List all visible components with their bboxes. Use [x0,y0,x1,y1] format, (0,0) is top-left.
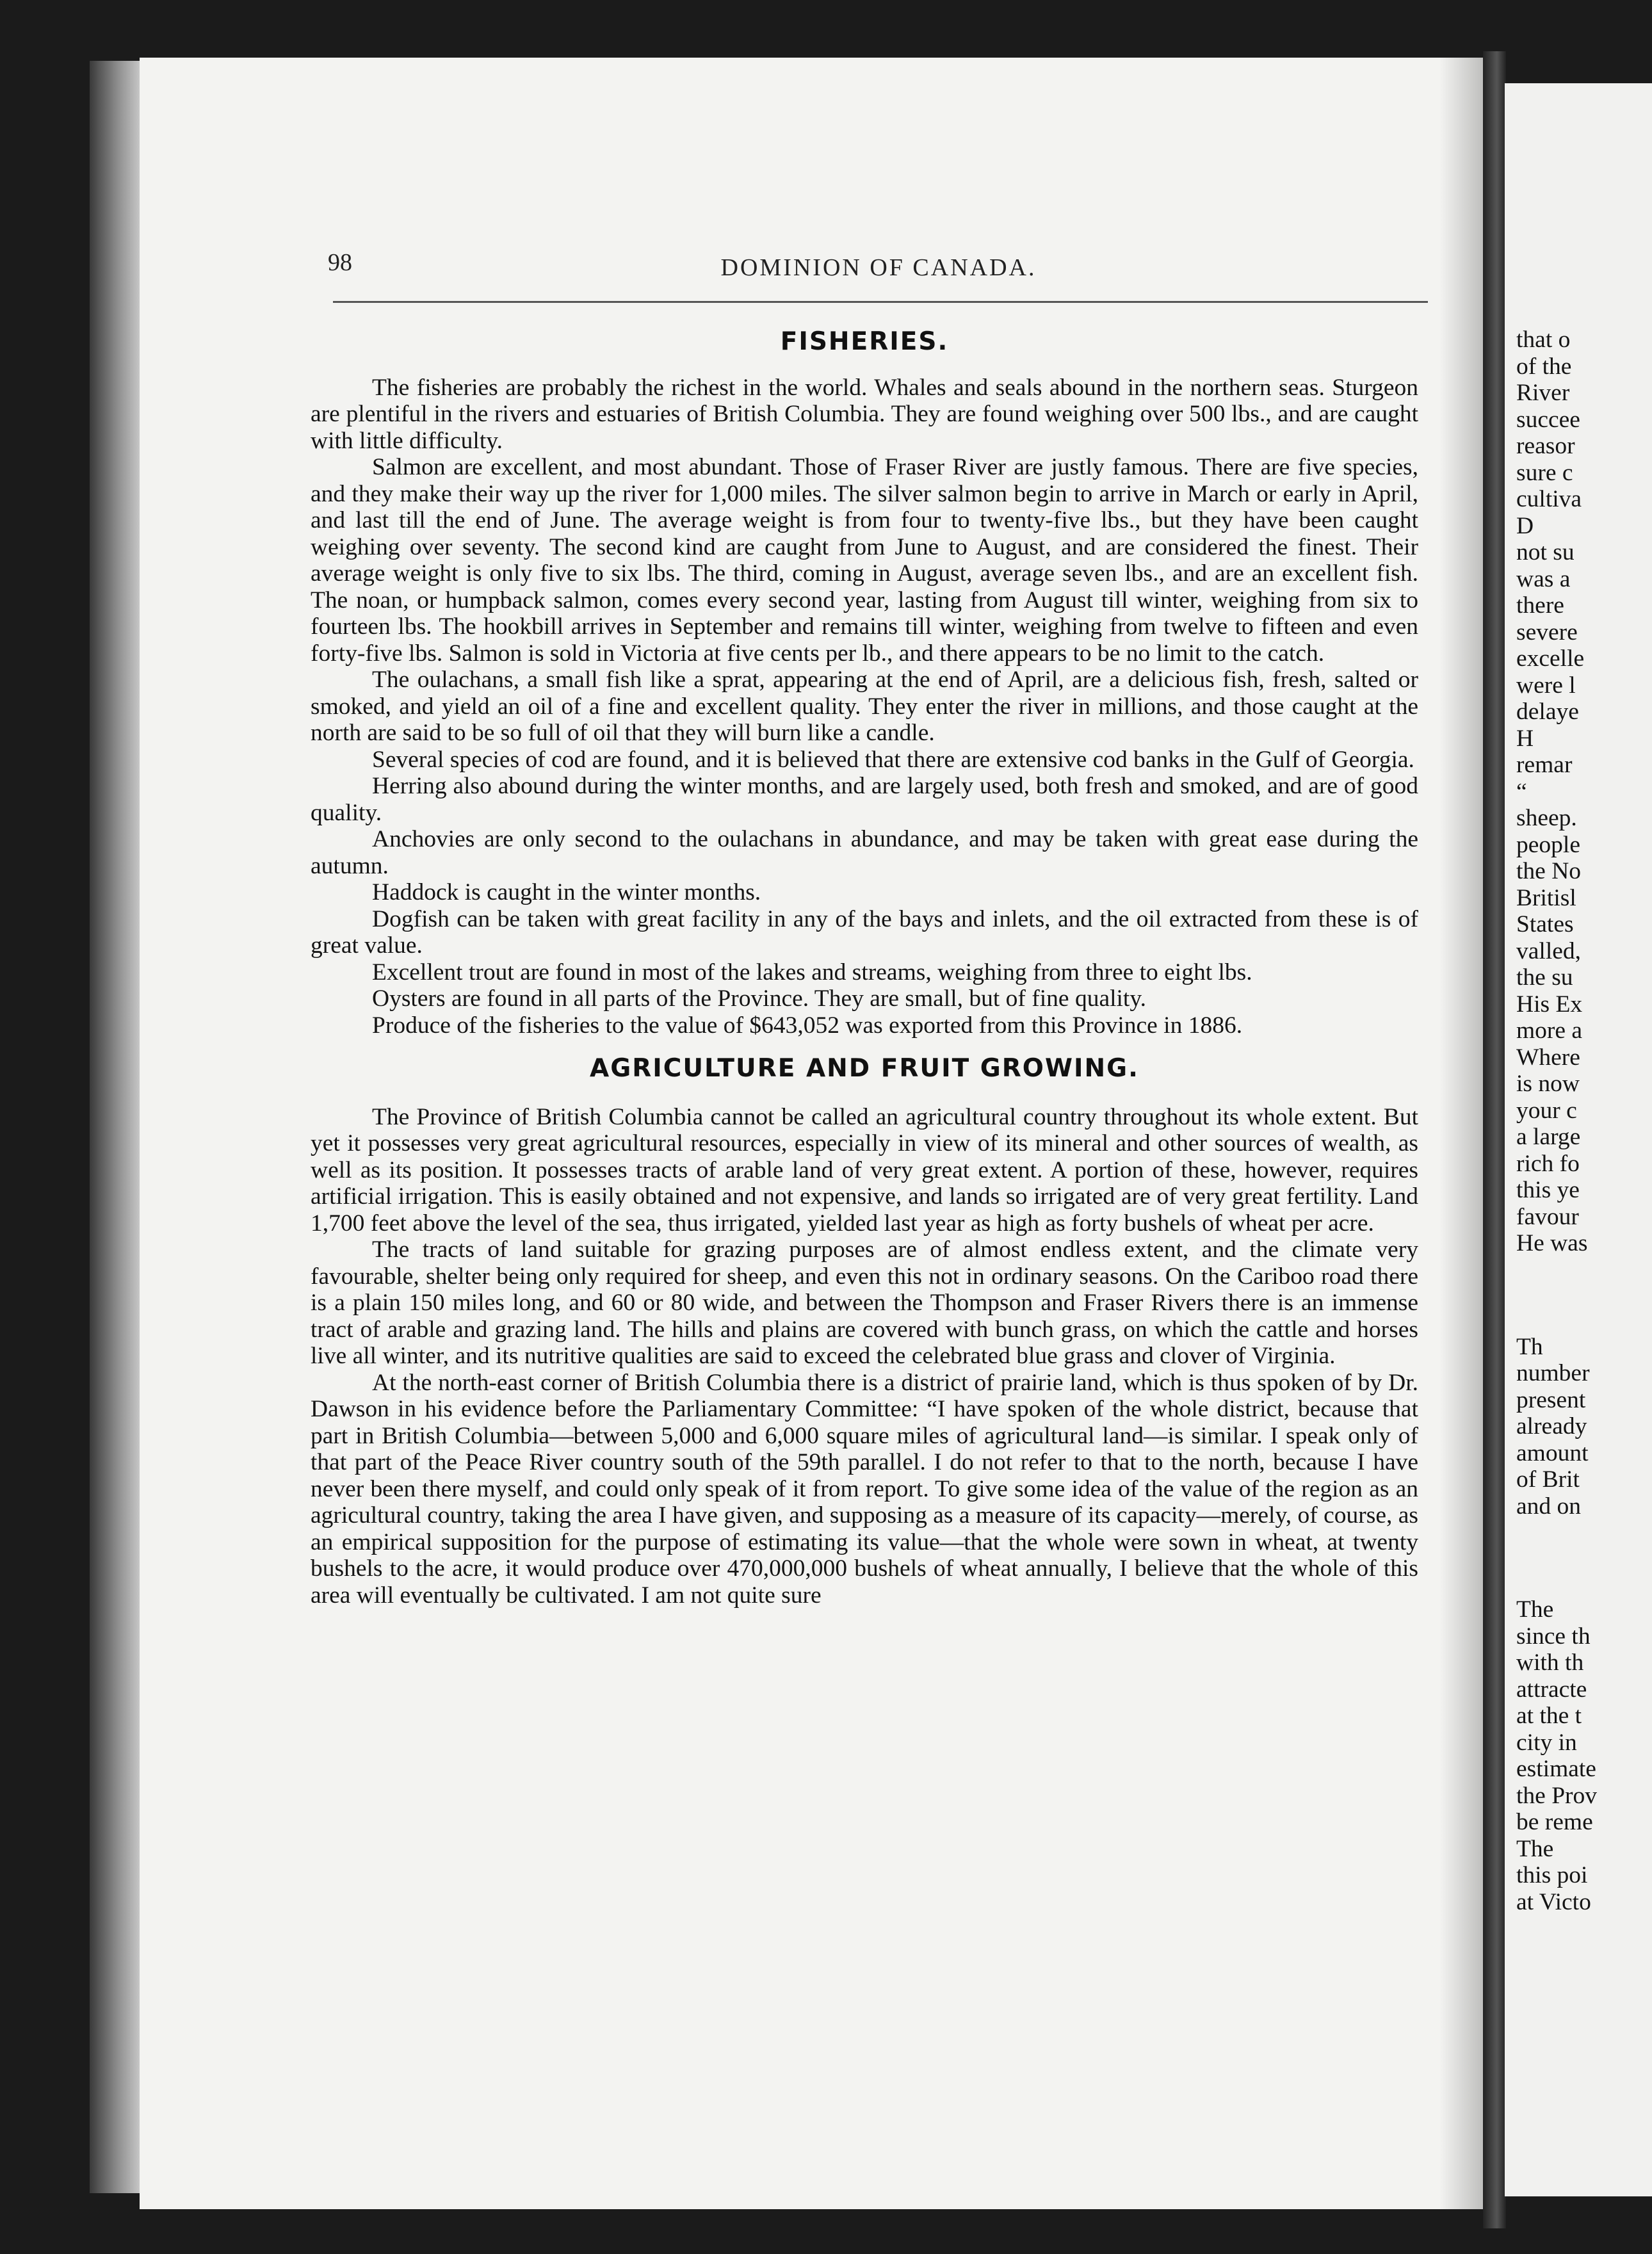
facing-page-line: succee [1516,406,1580,433]
facing-page-line: since th [1516,1623,1591,1650]
facing-page-line: the Prov [1516,1782,1598,1809]
facing-page-line: this poi [1516,1862,1588,1888]
facing-page-line: was a [1516,565,1571,592]
facing-page-line: H [1516,725,1534,752]
facing-page-line: cultiva [1516,486,1582,512]
facing-page-line: were l [1516,672,1576,699]
facing-page-line: of Brit [1516,1466,1580,1493]
paragraph: The tracts of land suitable for grazing purposes are of almost endless extent, and the climate very favourable, shelter being only required for sheep, and even this not in ordinary seasons. On the Cariboo road there is a plain 150 miles long, and 60 or 80 wide, and between the Thompson and Fraser Rivers there is an immense tract of arable and grazing land. The hills and plains are covered with bunch grass, on which the cattle and horses live all winter, and its nutritive qualities are said to exceed the celebrated blue grass and clover of Virginia. [311,1236,1418,1369]
header-rule [333,301,1428,303]
facing-page-line: His Ex [1516,991,1583,1018]
facing-page-line: rich fo [1516,1150,1580,1177]
facing-page-line: valled, [1516,937,1582,964]
paragraph: Herring also abound during the winter months, and are largely used, both fresh and smoked, and are of good quality. [311,773,1418,826]
page-header [328,248,1429,287]
paragraph: The fisheries are probably the richest in the world. Whales and seals abound in the northern seas. Sturgeon are plentiful in the rivers and estuaries of British Columbia. They are found weighing over 500 lbs., and are caught with little difficulty. [311,374,1418,454]
facing-page-line: sheep. [1516,805,1577,831]
facing-page-line: a large [1516,1124,1581,1150]
facing-page-line: River [1516,380,1570,406]
facing-page-line: D [1516,512,1534,539]
facing-page-line: this ye [1516,1177,1580,1203]
paragraph: Haddock is caught in the winter months. [372,879,761,905]
paragraph: At the north-east corner of British Columbia there is a district of prairie land, which is thus spoken of by Dr. Dawson in his evidence before the Parliamentary Committee: “I have spoken of the whole district, because that part in British Columbia—between 5,000 and 6,000 square miles of agricultural land—is similar. I speak only of that part of the Peace River country south of the 59th parallel. I do not refer to that to the north, because I have never been there myself, and could only speak of it from report. To give some idea of the value of the region as an agricultural country, taking the area I have given, and supposing as a measure of its capacity—merely, of course, as an empirical supposition for the purpose of estimating its value—that the whole were sown in wheat, at twenty bushels to the acre, it would produce over 470,000,000 bushels of wheat annually, I believe that the whole of this area will eventually be cultivated. I am not quite sure [311,1369,1418,1609]
facing-page-line: severe [1516,619,1578,645]
facing-page-line: number [1516,1360,1590,1386]
section-fisheries [311,328,1418,1039]
running-head: DOMINION OF CANADA. [720,254,1037,281]
paragraph: Anchovies are only second to the oulachans in abundance, and may be taken with great ease during the autumn. [311,826,1418,879]
facing-page-line: The [1516,1835,1554,1862]
facing-page-line: excelle [1516,645,1585,672]
paragraph: The oulachans, a small fish like a sprat, appearing at the end of April, are a delicious fish, fresh, salted or smoked, and yield an oil of a fine and excellent quality. They enter the river in millions, and those caught at the north are said to be so full of oil that they will burn like a candle. [311,667,1418,746]
paragraph: Excellent trout are found in most of the lakes and streams, weighing from three to eight lbs. [372,959,1252,985]
facing-page-line: at Victo [1516,1888,1591,1915]
facing-page-line: remar [1516,752,1573,778]
facing-page-line: Britisl [1516,884,1576,911]
facing-page-line: He was [1516,1230,1588,1256]
facing-page-line: that o [1516,327,1571,353]
facing-page [1505,83,1652,2196]
facing-page-line [1516,1257,1652,1334]
facing-page-line: present [1516,1386,1586,1413]
facing-page-line: Th [1516,1333,1543,1360]
paragraph: Oysters are found in all parts of the Province. They are small, but of fine quality. [372,985,1147,1012]
facing-page-line: attracte [1516,1676,1587,1703]
facing-page-line: there [1516,592,1564,619]
page-curl-shadow [1439,58,1484,2209]
facing-page-line: Where [1516,1044,1580,1071]
facing-page-line: States [1516,911,1574,937]
facing-page-line: and on [1516,1493,1582,1520]
facing-page-line: city in [1516,1729,1577,1756]
facing-page-line: “ [1516,778,1527,805]
book-binding-edge [90,61,141,2193]
facing-page-line: sure c [1516,459,1573,486]
facing-page-line: of the [1516,353,1572,380]
facing-page-line: reasor [1516,433,1575,459]
facing-page-line: favour [1516,1203,1579,1230]
paragraph: Produce of the fisheries to the value of $643,052 was exported from this Province in 1886. [372,1012,1243,1039]
facing-page-line: not su [1516,539,1575,565]
facing-page-line: more a [1516,1018,1583,1044]
book-gutter [1483,51,1506,2228]
facing-page-line: the su [1516,964,1573,991]
facing-page-line: your c [1516,1097,1577,1124]
section-agriculture [311,1055,1418,1609]
paragraph: Dogfish can be taken with great facility in any of the bays and inlets, and the oil extracted from these is of great value. [311,905,1418,959]
facing-page-line: delaye [1516,699,1579,725]
facing-page-line: amount [1516,1439,1589,1466]
page-number: 98 [328,249,352,276]
facing-page-line: the No [1516,858,1582,884]
paragraph: Salmon are excellent, and most abundant. Those of Fraser River are justly famous. There are five species, and they make their way up the river for 1,000 miles. The silver salmon begin to arrive in March or early in April, and last till the end of June. The average weight is from four to twenty-five lbs., but they have been caught weighing over seventy. The second kind are caught from June to August, and are considered the finest. Their average weight is only five to six lbs. The third, coming in August, average seven lbs., and are an excellent fish. The noan, or humpback salmon, comes every second year, lasting from August till winter, weighing from six to fourteen lbs. The hookbill arrives in September and remains till winter, weighing from twelve to fifteen and even forty-five lbs. Salmon is sold in Victoria at five cents per lb., and there appears to be no limit to the catch. [311,454,1418,667]
facing-page-line [1516,1520,1652,1596]
facing-page-line: at the t [1516,1703,1582,1729]
body-text [311,323,1418,1609]
paragraph: The Province of British Columbia cannot be called an agricultural country throughout its whole extent. But yet it possesses very great agricultural resources, especially in view of its mineral and other sources of wealth, as well as its position. It possesses tracts of arable land of very great extent. A portion of these, however, requires artificial irrigation. This is easily obtained and not expensive, and lands so irrigated are of very great fertility. Land 1,700 feet above the level of the sea, thus irrigated, yielded last year as high as forty bushels of wheat per acre. [311,1103,1418,1236]
paragraph: Several species of cod are found, and it is believed that there are extensive cod banks in the Gulf of Georgia. [372,746,1414,773]
facing-page-line: is now [1516,1071,1580,1097]
facing-page-text [1516,327,1652,1915]
section-heading: AGRICULTURE AND FRUIT GROWING. [590,1054,1139,1083]
facing-page-line: people [1516,831,1580,858]
facing-page-line: already [1516,1413,1587,1439]
facing-page-line: The [1516,1596,1554,1623]
facing-page-line: be reme [1516,1809,1593,1835]
facing-page-line: with th [1516,1650,1584,1676]
section-heading: FISHERIES. [780,327,949,356]
facing-page-line: estimate [1516,1756,1596,1782]
